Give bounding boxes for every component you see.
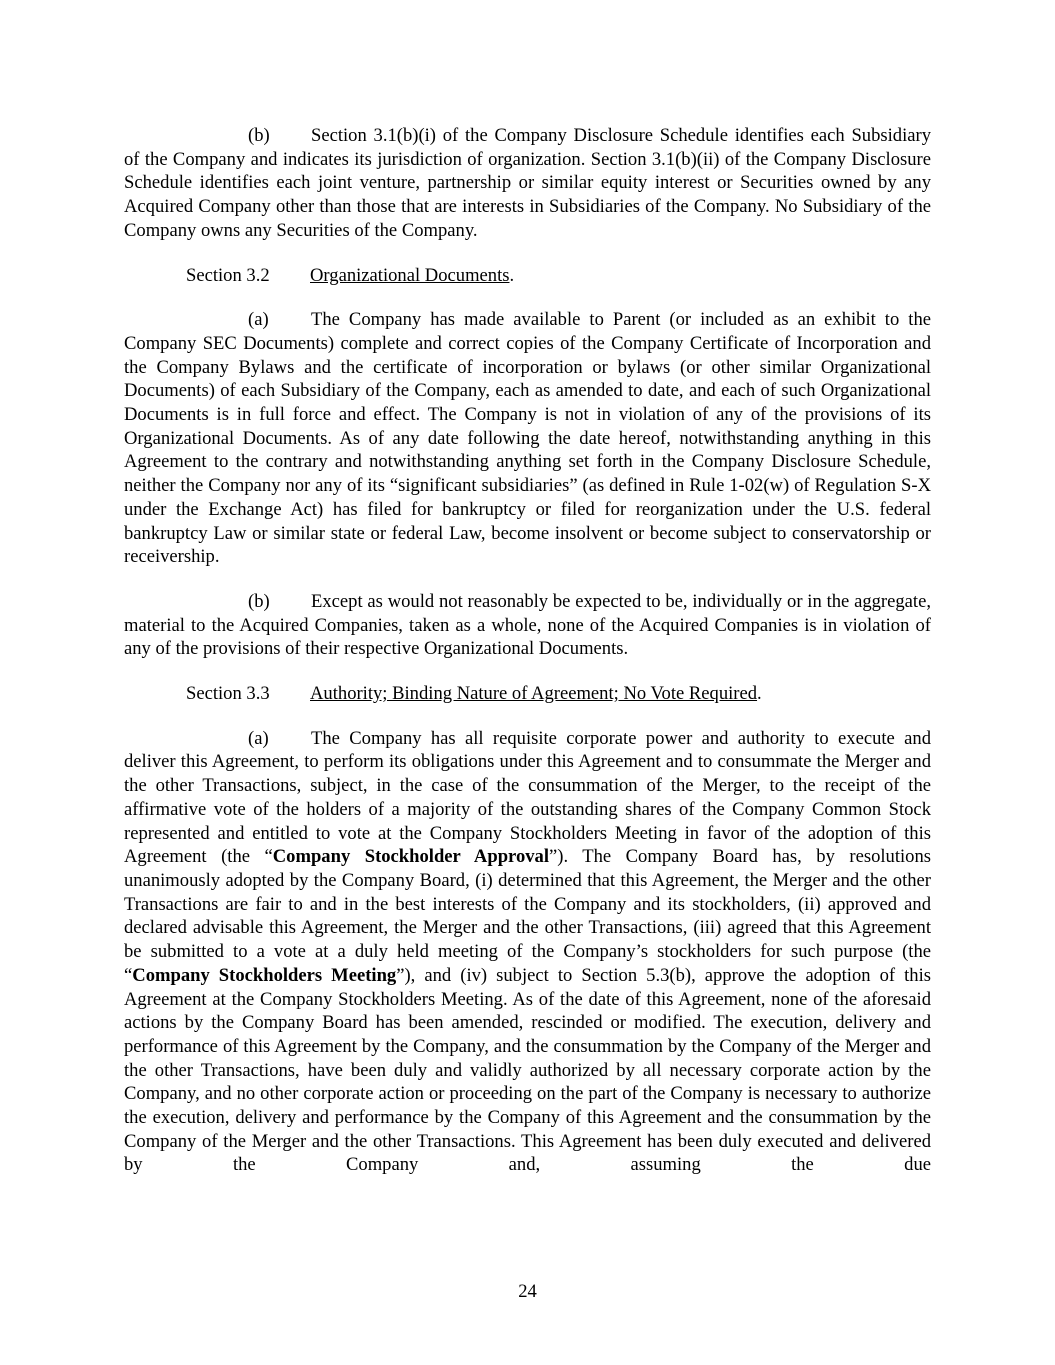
clause-label: (a) (248, 727, 269, 749)
section-title: Organizational Documents (310, 264, 510, 286)
page-number: 24 (518, 1281, 537, 1302)
defined-term-company-stockholder-approval: Company Stockholder Approval (272, 846, 550, 868)
section-title: Authority; Binding Nature of Agreement; No Vote Required (310, 683, 758, 705)
paragraph-text: Section 3.1(b)(i) of the Company Disclosure Schedule identifies each Subsidiary of the Company and indicates its jurisdiction of organization. Section 3.1(b)(ii) of the Company Disclosure Schedule identifies each joint venture, partnership or similar equity interest or Securities owned by any Acquired Company other than those that are interests in Subsidiaries of the Company. No Subsidiary of the Company owns any Securities of the Company. (124, 125, 931, 241)
section-heading-3-3 (124, 682, 931, 706)
paragraph-3-1-b (124, 124, 931, 243)
paragraph-text-part-1: The Company has all requisite corporate power and authority to execute and deliver this Agreement, to perform its obligations under this Agreement and to consummate the Merger and the other Transactions, subject, in the case of the consummation of the Merger, to the receipt of the affirmative vote of the holders of a majority of the outstanding shares of the Company Common Stock represented and entitled to vote at the Company Stockholders Meeting in favor of the adoption of this Agreement (the “ (124, 727, 931, 868)
clause-label: (b) (248, 590, 270, 612)
section-number: Section 3.3 (186, 683, 270, 705)
section-heading-3-2 (124, 264, 931, 288)
paragraph-text: Except as would not reasonably be expected to be, individually or in the aggregate, material to the Acquired Companies, taken as a whole, none of the Acquired Companies is in violation of any of the provisions of their respective Organizational Documents. (124, 590, 931, 660)
paragraph-text-part-3: ”), and (iv) subject to Section 5.3(b), approve the adoption of this Agreement at the Company Stockholders Meeting. As of the date of this Agreement, none of the aforesaid actions by the Company Board has been amended, rescinded or modified. The execution, delivery and performance of this Agreement by the Company, and the consummation by the Company of the Merger and the other Transactions, have been duly and validly authorized by all necessary corporate action by the Company, and no other corporate action or proceeding on the part of the Company is necessary to authorize the execution, delivery and performance by the Company of this Agreement and the consummation by the Company of the Merger and the other Transactions. This Agreement has been duly executed and delivered by the Company and, assuming the due (124, 964, 931, 1176)
document-page (124, 124, 931, 1177)
defined-term-company-stockholders-meeting: Company Stockholders Meeting (132, 964, 397, 986)
paragraph-3-2-b (124, 590, 931, 661)
section-title-period: . (757, 683, 762, 705)
paragraph-3-3-a (124, 727, 931, 1177)
paragraph-3-2-a (124, 308, 931, 569)
clause-label: (b) (248, 125, 270, 146)
section-title-period: . (509, 264, 515, 286)
paragraph-text-part-2: ”). The Company Board has, by resolutions unanimously adopted by the Company Board, (i) determined that this Agreement, the Merger and the other Transactions are fair to and in the best interests of the Company and its stockholders, (ii) approved and declared advisable this Agreement, the Merger and the other Transactions, (iii) agreed that this Agreement be submitted to a vote at a duly held meeting of the Company’s stockholders for such purpose (the “ (124, 846, 931, 986)
clause-label: (a) (248, 309, 269, 331)
section-number: Section 3.2 (186, 264, 270, 286)
paragraph-text: The Company has made available to Parent (or included as an exhibit to the Company SEC Documents) complete and correct copies of the Company Certificate of Incorporation and the Company Bylaws and the certificate of incorporation or bylaws (or other similar Organizational Documents) of each Subsidiary of the Company, each as amended to date, and each of such Organizational Documents is in full force and effect. The Company is not in violation of any of the provisions of its Organizational Documents. As of any date following the date hereof, notwithstanding anything in this Agreement to the contrary and notwithstanding anything set forth in the Company Disclosure Schedule, neither the Company nor any of its “significant subsidiaries” (as defined in Rule 1-02(w) of Regulation S-X under the Exchange Act) has filed for bankruptcy or filed for reorganization under the U.S. federal bankruptcy Law or similar state or federal Law, become insolvent or become subject to conservatorship or receivership. (124, 309, 931, 568)
